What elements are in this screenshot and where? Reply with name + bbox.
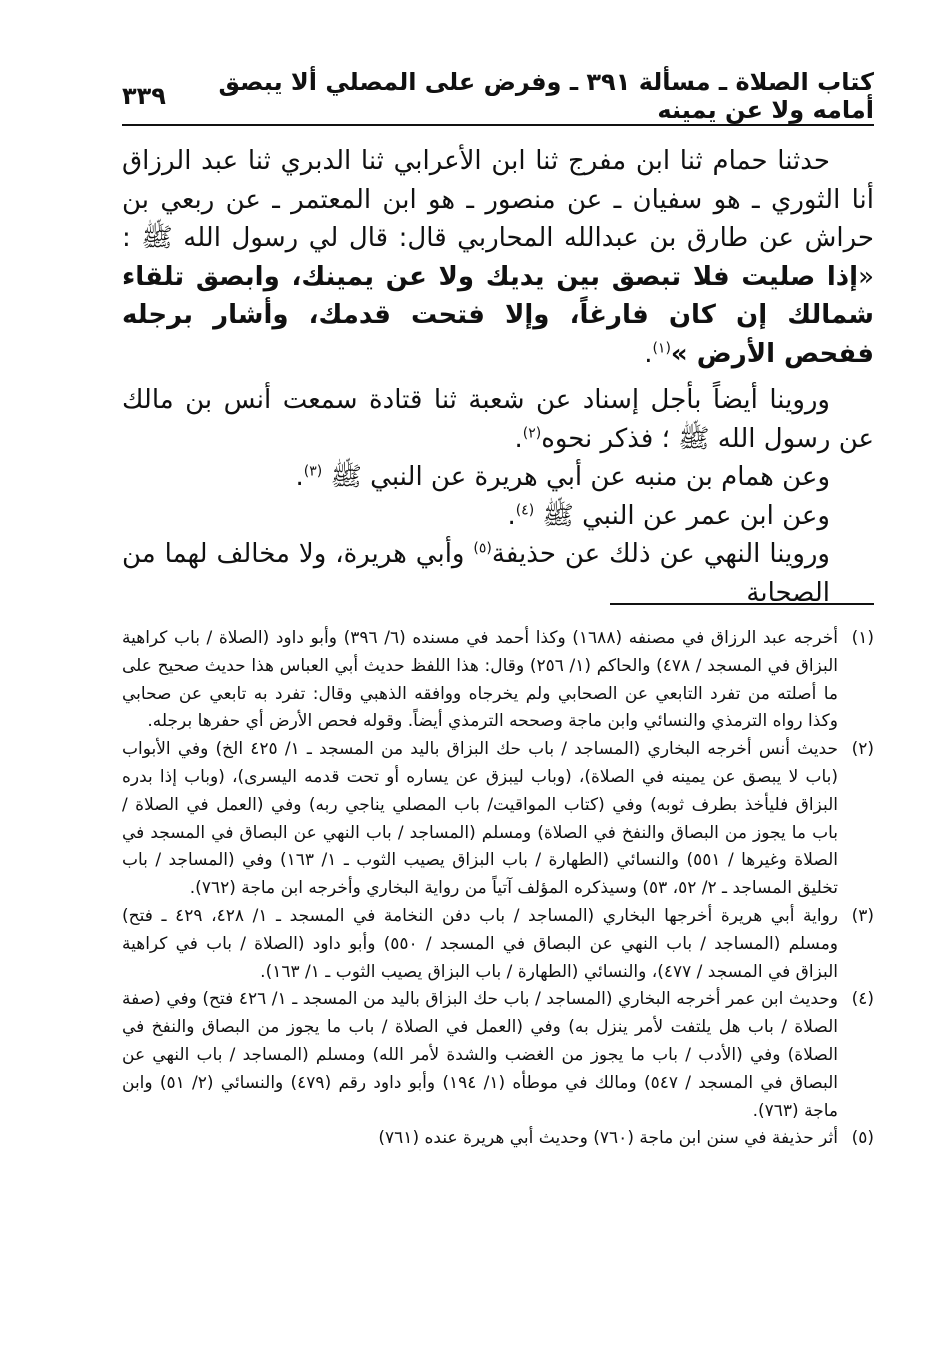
chain-text: حدثنا حمام ثنا ابن مفرج ثنا ابن الأعرابي ثنا الدبري ثنا عبد الرزاق أنا الثوري ـ هو سفيان ـ عن منصور ـ هو ابن المعتمر ـ عن ربعي بن حراش عن طارق بن عبدالله المحاربي قال: قال لي رسول الله ﷺ : « — [122, 146, 874, 292]
footnote-ref-4[interactable]: (٤) — [515, 501, 535, 518]
ibn-umar-text: وعن ابن عمر عن النبي ﷺ — [534, 500, 830, 531]
footnote-ref-5[interactable]: (٥) — [473, 540, 492, 557]
hudhayfa-text-b: وأبي هريرة، ولا مخالف لهما من الصحابة — [122, 539, 830, 608]
footnote-number: (٣) — [851, 905, 874, 926]
footnote-item — [122, 1125, 874, 1153]
footnote-item — [122, 736, 874, 903]
paragraph-anas — [122, 381, 874, 458]
chapter-title: كتاب الصلاة ـ مسألة ٣٩١ ـ وفرض على المصلي ألا يبصق أمامه ولا عن يمينه — [218, 68, 874, 124]
footnote-text: أخرجه عبد الرزاق في مصنفه (١٦٨٨) وكذا أحمد في مسنده (٦/ ٣٩٦) وأبو داود (الصلاة / باب كراهية البزاق في المسجد / ٤٧٨) والحاكم (١/ ٢٥٦) وقال: هذا اللفظ حديث أبي العباس هذا حديث صحيح على ما أصلته من تفرد التابعي عن الصحابي ولم يخرجاه ووافقه الذهبي وقال: تفرد به تابعي عن صحابي وكذا رواه الترمذي والنسائي وابن ماجة وصححه الترمذي أيضاً. وقوله فحص الأرض أي حفرها برجله. — [122, 628, 838, 732]
page-number: ٣٣٩ — [122, 82, 166, 110]
footnote-ref-2[interactable]: (٢) — [522, 424, 542, 441]
hammam-text: وعن همام بن منبه عن أبي هريرة عن النبي ﷺ — [322, 462, 830, 492]
footnote-text: وحديث ابن عمر أخرجه البخاري (المساجد / باب حك البزاق باليد من المسجد ـ ١/ ٤٢٦ فتح) وفي (صفة الصلاة / باب هل يلتفت لأمر ينزل به) وفي (العمل في الصلاة / باب ما يجوز من البصاق والنفخ في الصلاة) وفي (الأدب / باب ما يجوز من الغضب والشدة لأمر الله) ومسلم (المساجد / باب النهي عن البصاق في المسجد / ٥٤٧) ومالك في موطأه (١/ ١٩٤) وأبو داود رقم (٤٧٩) والنسائي (٢/ ٥١) وابن ماجة (٧٦٣). — [122, 989, 838, 1121]
period: . — [507, 500, 516, 531]
anas-text: وروينا أيضاً بأجل إسناد عن شعبة ثنا قتادة سمعت أنس بن مالك عن رسول الله ﷺ ؛ فذكر نحوه — [122, 385, 874, 454]
footnote-number: (٥) — [851, 1128, 874, 1149]
footnote-ref-1[interactable]: (١) — [652, 339, 671, 356]
footnote-number: (١) — [851, 628, 874, 648]
footnote-ref-3[interactable]: (٣) — [303, 463, 323, 480]
footnote-item — [122, 625, 874, 736]
quote-close: » — [670, 338, 697, 369]
footnote-item — [122, 986, 874, 1125]
hudhayfa-text-a: وروينا النهي عن ذلك عن حذيفة — [491, 539, 830, 569]
footnotes — [122, 625, 874, 1153]
running-header — [122, 68, 874, 124]
footnote-text: أثر حذيفة في سنن ابن ماجة (٧٦٠) وحديث أبي هريرة عنده (٧٦١) — [378, 1128, 838, 1149]
period: . — [644, 338, 653, 369]
paragraph-hadith-chain — [122, 142, 874, 373]
footnote-number: (٢) — [851, 739, 874, 760]
period: . — [295, 462, 304, 492]
paragraph-ibn-umar — [122, 497, 874, 536]
paragraph-hudhayfa — [122, 535, 874, 612]
footnote-item — [122, 903, 874, 986]
footnote-text: حديث أنس أخرجه البخاري (المساجد / باب حك البزاق باليد من المسجد ـ ١/ ٤٢٥ الخ) وفي الأبواب (باب لا يبصق عن يمينه في الصلاة)، (وباب ليبزق عن يساره أو تحت قدمه اليسرى)، (وباب إذا بدره البزاق فليأخذ بطرف ثوبه) وفي (كتاب المواقيت/ باب المصلي يناجي ربه) وفي (العمل في الصلاة / باب ما يجوز من البصاق والنفخ في الصلاة) ومسلم (المساجد / باب النهي عن البصاق في المسجد في الصلاة وغيرها / ٥٥١) والنسائي (الطهارة / باب البزاق يصيب الثوب ـ ١/ ١٦٣) وفي (المساجد / باب تخليق المساجد ـ ٢/ ٥٢، ٥٣) وسيذكره المؤلف آتياً من رواية البخاري وأخرجه ابن ماجة (٧٦٢). — [122, 739, 838, 899]
paragraph-hammam — [122, 458, 874, 497]
period: . — [514, 423, 523, 454]
footnote-text: رواية أبي هريرة أخرجها البخاري (المساجد / باب دفن النخامة في المسجد ـ ١/ ٤٢٨، ٤٢٩ ـ فتح) ومسلم (المساجد / باب النهي عن البصاق في المسجد / ٥٥٠) وأبو داود (الصلاة / باب في كراهية البزاق في المسجد / ٤٧٧)، والنسائي (الطهارة / باب البزاق يصيب الثوب ـ ١/ ١٦٣). — [122, 905, 839, 982]
header-rule — [122, 124, 874, 126]
footnote-number: (٤) — [851, 989, 874, 1010]
footnote-separator — [610, 603, 874, 605]
hadith-quote: إذا صليت فلا تبصق بين يديك ولا عن يمينك، وابصق تلقاء شمالك إن كان فارغاً، وإلا فتحت قدمك، وأشار برجله ففحص الأرض — [122, 261, 874, 369]
main-text — [122, 142, 874, 612]
